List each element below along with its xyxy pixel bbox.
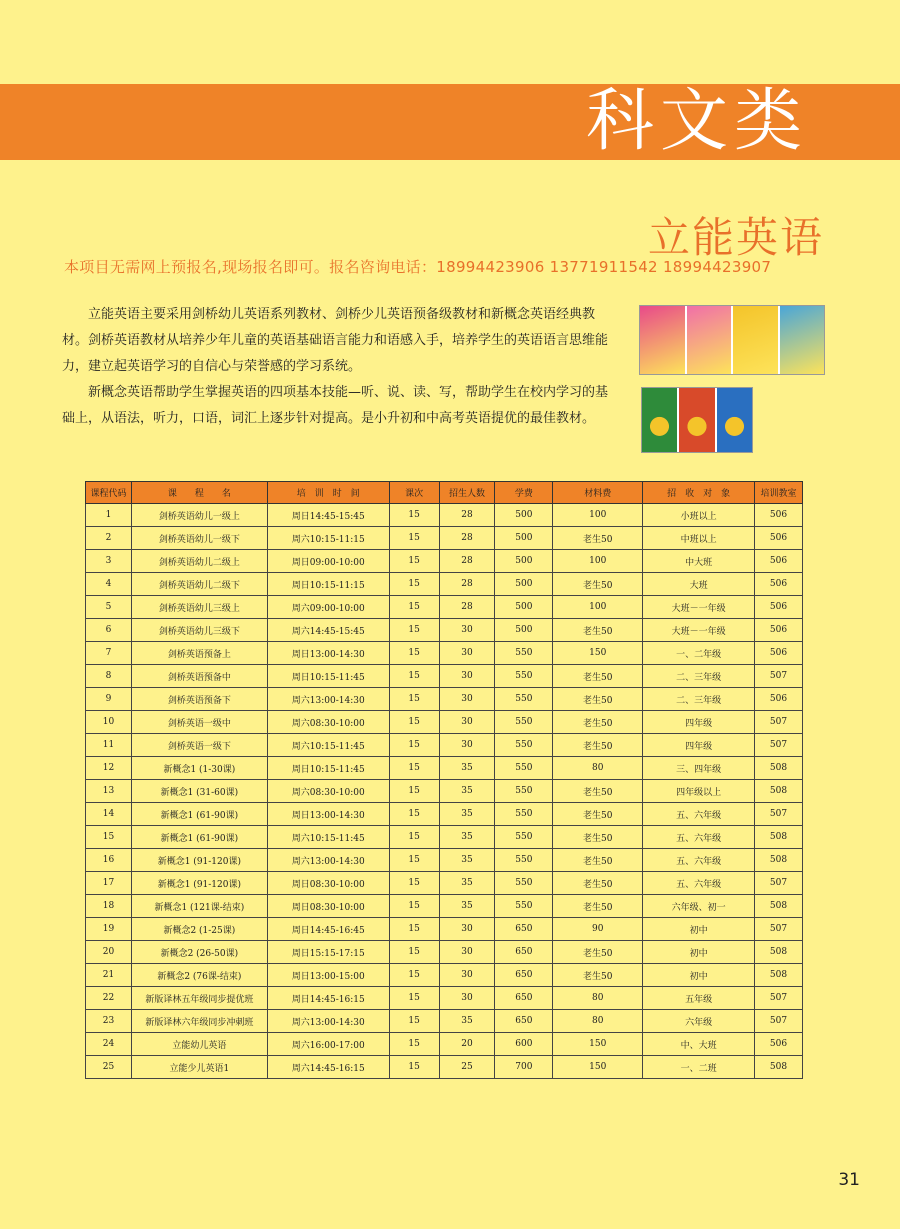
table-cell: 老生50	[553, 941, 643, 964]
table-cell: 700	[495, 1056, 553, 1079]
table-cell: 15	[389, 803, 439, 826]
table-cell: 一、二班	[643, 1056, 755, 1079]
table-cell: 30	[439, 642, 495, 665]
table-cell: 周日10:15-11:15	[267, 573, 389, 596]
table-cell: 10	[86, 711, 132, 734]
column-header: 培 训 时 间	[267, 482, 389, 504]
table-row	[86, 596, 803, 619]
table-cell: 3	[86, 550, 132, 573]
table-cell: 周六10:15-11:15	[267, 527, 389, 550]
table-cell: 35	[439, 895, 495, 918]
table-cell: 35	[439, 757, 495, 780]
table-cell: 15	[389, 987, 439, 1010]
table-cell: 剑桥英语幼儿二级上	[131, 550, 267, 573]
book-cover	[642, 388, 677, 452]
column-header: 课 程 名	[131, 482, 267, 504]
table-cell: 23	[86, 1010, 132, 1033]
table-cell: 650	[495, 987, 553, 1010]
table-cell: 90	[553, 918, 643, 941]
table-cell: 550	[495, 849, 553, 872]
table-cell: 550	[495, 872, 553, 895]
column-header: 课程代码	[86, 482, 132, 504]
table-cell: 15	[389, 849, 439, 872]
column-header: 培训教室	[755, 482, 803, 504]
table-cell: 中、大班	[643, 1033, 755, 1056]
table-cell: 507	[755, 987, 803, 1010]
table-cell: 15	[389, 757, 439, 780]
table-cell: 新概念2 (26-50课)	[131, 941, 267, 964]
book-cover	[640, 306, 685, 374]
cambridge-books-image	[639, 305, 825, 375]
table-cell: 506	[755, 619, 803, 642]
table-cell: 18	[86, 895, 132, 918]
table-cell: 剑桥英语幼儿二级下	[131, 573, 267, 596]
table-cell: 650	[495, 918, 553, 941]
table-cell: 150	[553, 1033, 643, 1056]
table-cell: 508	[755, 780, 803, 803]
table-row	[86, 918, 803, 941]
table-cell: 周六10:15-11:45	[267, 734, 389, 757]
table-cell: 506	[755, 573, 803, 596]
table-cell: 508	[755, 849, 803, 872]
table-cell: 老生50	[553, 826, 643, 849]
table-cell: 550	[495, 780, 553, 803]
table-cell: 507	[755, 872, 803, 895]
table-cell: 初中	[643, 964, 755, 987]
table-cell: 507	[755, 1010, 803, 1033]
table-cell: 15	[389, 665, 439, 688]
table-cell: 周日14:45-16:15	[267, 987, 389, 1010]
table-row	[86, 1010, 803, 1033]
table-cell: 新概念1 (91-120课)	[131, 849, 267, 872]
column-header: 招生人数	[439, 482, 495, 504]
table-cell: 小班以上	[643, 504, 755, 527]
table-cell: 15	[389, 642, 439, 665]
table-cell: 550	[495, 642, 553, 665]
table-cell: 老生50	[553, 711, 643, 734]
table-cell: 20	[439, 1033, 495, 1056]
column-header: 学费	[495, 482, 553, 504]
table-cell: 周日14:45-15:45	[267, 504, 389, 527]
table-cell: 100	[553, 550, 643, 573]
table-cell: 150	[553, 642, 643, 665]
table-cell: 剑桥英语幼儿一级上	[131, 504, 267, 527]
table-cell: 15	[389, 504, 439, 527]
table-cell: 老生50	[553, 780, 643, 803]
table-cell: 5	[86, 596, 132, 619]
table-cell: 新概念2 (76课-结束)	[131, 964, 267, 987]
table-cell: 30	[439, 987, 495, 1010]
table-cell: 507	[755, 711, 803, 734]
table-cell: 508	[755, 941, 803, 964]
table-cell: 周日08:30-10:00	[267, 895, 389, 918]
table-cell: 4	[86, 573, 132, 596]
table-cell: 30	[439, 941, 495, 964]
column-header: 招 收 对 象	[643, 482, 755, 504]
table-cell: 500	[495, 596, 553, 619]
table-cell: 新版译林六年级同步冲刺班	[131, 1010, 267, 1033]
table-cell: 周六10:15-11:45	[267, 826, 389, 849]
table-row	[86, 527, 803, 550]
table-header-row	[86, 482, 803, 504]
table-row	[86, 573, 803, 596]
table-cell: 周日10:15-11:45	[267, 757, 389, 780]
table-cell: 35	[439, 803, 495, 826]
table-cell: 老生50	[553, 849, 643, 872]
table-cell: 650	[495, 1010, 553, 1033]
table-cell: 15	[389, 573, 439, 596]
table-cell: 507	[755, 665, 803, 688]
table-cell: 550	[495, 826, 553, 849]
table-row	[86, 550, 803, 573]
table-cell: 80	[553, 1010, 643, 1033]
table-cell: 28	[439, 527, 495, 550]
table-cell: 500	[495, 504, 553, 527]
section-title: 立能英语	[647, 213, 824, 262]
table-cell: 100	[553, 504, 643, 527]
table-cell: 28	[439, 504, 495, 527]
table-row	[86, 826, 803, 849]
table-cell: 15	[389, 895, 439, 918]
table-cell: 老生50	[553, 734, 643, 757]
table-cell: 老生50	[553, 527, 643, 550]
table-cell: 新概念1 (61-90课)	[131, 803, 267, 826]
table-cell: 12	[86, 757, 132, 780]
table-cell: 35	[439, 1010, 495, 1033]
table-cell: 506	[755, 688, 803, 711]
table-cell: 新概念1 (91-120课)	[131, 872, 267, 895]
intro-paragraph: 新概念英语帮助学生掌握英语的四项基本技能—听、说、读、写，帮助学生在校内学习的基础上，从语法，听力，口语，词汇上逐步针对提高。是小升初和中高考英语提优的最佳教材。	[62, 385, 609, 426]
table-cell: 新概念1 (1-30课)	[131, 757, 267, 780]
table-cell: 四年级	[643, 734, 755, 757]
table-cell: 9	[86, 688, 132, 711]
table-cell: 20	[86, 941, 132, 964]
table-cell: 22	[86, 987, 132, 1010]
table-cell: 周日13:00-14:30	[267, 642, 389, 665]
table-cell: 剑桥英语幼儿三级下	[131, 619, 267, 642]
table-cell: 15	[389, 711, 439, 734]
table-cell: 周日15:15-17:15	[267, 941, 389, 964]
table-cell: 中班以上	[643, 527, 755, 550]
table-cell: 新概念1 (121课-结束)	[131, 895, 267, 918]
table-cell: 506	[755, 550, 803, 573]
table-cell: 506	[755, 1033, 803, 1056]
table-cell: 15	[389, 550, 439, 573]
table-cell: 大班－一年级	[643, 596, 755, 619]
table-cell: 15	[389, 964, 439, 987]
table-cell: 16	[86, 849, 132, 872]
table-cell: 15	[389, 1056, 439, 1079]
table-cell: 新版译林五年级同步提优班	[131, 987, 267, 1010]
table-cell: 80	[553, 987, 643, 1010]
table-cell: 19	[86, 918, 132, 941]
table-cell: 508	[755, 1056, 803, 1079]
table-cell: 500	[495, 619, 553, 642]
table-cell: 老生50	[553, 895, 643, 918]
table-row	[86, 688, 803, 711]
table-cell: 30	[439, 619, 495, 642]
table-cell: 15	[389, 1033, 439, 1056]
table-cell: 新概念2 (1-25课)	[131, 918, 267, 941]
column-header: 课次	[389, 482, 439, 504]
book-cover	[717, 388, 752, 452]
table-cell: 30	[439, 711, 495, 734]
table-cell: 周日13:00-14:30	[267, 803, 389, 826]
table-cell: 28	[439, 596, 495, 619]
table-cell: 中大班	[643, 550, 755, 573]
table-cell: 周六14:45-16:15	[267, 1056, 389, 1079]
table-cell: 三、四年级	[643, 757, 755, 780]
table-cell: 老生50	[553, 964, 643, 987]
table-cell: 15	[389, 527, 439, 550]
table-cell: 大班	[643, 573, 755, 596]
book-cover	[780, 306, 825, 374]
table-cell: 周日08:30-10:00	[267, 872, 389, 895]
registration-notice: 本项目无需网上预报名,现场报名即可。报名咨询电话：18994423906 13771911542 18994423907	[64, 258, 772, 276]
table-cell: 15	[389, 619, 439, 642]
table-cell: 四年级以上	[643, 780, 755, 803]
table-cell: 15	[389, 596, 439, 619]
table-cell: 507	[755, 803, 803, 826]
table-cell: 506	[755, 596, 803, 619]
table-cell: 550	[495, 734, 553, 757]
table-row	[86, 665, 803, 688]
table-body	[86, 504, 803, 1079]
table-cell: 周六16:00-17:00	[267, 1033, 389, 1056]
table-cell: 周六08:30-10:00	[267, 780, 389, 803]
table-cell: 15	[389, 941, 439, 964]
table-cell: 立能少儿英语1	[131, 1056, 267, 1079]
table-cell: 500	[495, 527, 553, 550]
category-title: 科文类	[585, 82, 808, 161]
table-cell: 100	[553, 596, 643, 619]
table-cell: 508	[755, 895, 803, 918]
table-cell: 507	[755, 918, 803, 941]
table-cell: 650	[495, 964, 553, 987]
table-cell: 周日09:00-10:00	[267, 550, 389, 573]
table-cell: 13	[86, 780, 132, 803]
table-cell: 四年级	[643, 711, 755, 734]
table-cell: 剑桥英语一级中	[131, 711, 267, 734]
table-cell: 五年级	[643, 987, 755, 1010]
table-cell: 550	[495, 757, 553, 780]
table-cell: 550	[495, 665, 553, 688]
table-cell: 506	[755, 642, 803, 665]
table-cell: 周六14:45-15:45	[267, 619, 389, 642]
table-cell: 30	[439, 688, 495, 711]
table-cell: 650	[495, 941, 553, 964]
table-row	[86, 872, 803, 895]
table-cell: 六年级、初一	[643, 895, 755, 918]
table-cell: 周六09:00-10:00	[267, 596, 389, 619]
table-cell: 六年级	[643, 1010, 755, 1033]
table-cell: 15	[389, 826, 439, 849]
table-cell: 五、六年级	[643, 872, 755, 895]
table-cell: 初中	[643, 941, 755, 964]
table-cell: 1	[86, 504, 132, 527]
book-cover	[733, 306, 778, 374]
table-cell: 25	[439, 1056, 495, 1079]
table-cell: 一、二年级	[643, 642, 755, 665]
table-row	[86, 504, 803, 527]
table-cell: 550	[495, 895, 553, 918]
new-concept-books-image	[641, 387, 753, 453]
table-row	[86, 987, 803, 1010]
table-cell: 周六13:00-14:30	[267, 849, 389, 872]
table-cell: 15	[389, 1010, 439, 1033]
table-row	[86, 619, 803, 642]
table-cell: 600	[495, 1033, 553, 1056]
table-cell: 7	[86, 642, 132, 665]
intro-paragraph: 立能英语主要采用剑桥幼儿英语系列教材、剑桥少儿英语预备级教材和新概念英语经典教材。剑桥英语教材从培养少年儿童的英语基础语言能力和语感入手，培养学生的英语语言思维能力，建立起英语学习的自信心与荣誉感的学习系统。	[62, 307, 609, 374]
table-cell: 二、三年级	[643, 688, 755, 711]
table-cell: 五、六年级	[643, 826, 755, 849]
table-cell: 15	[389, 688, 439, 711]
page-number: 31	[838, 1170, 860, 1190]
table-cell: 周六13:00-14:30	[267, 1010, 389, 1033]
table-cell: 80	[553, 757, 643, 780]
table-cell: 35	[439, 872, 495, 895]
table-cell: 28	[439, 573, 495, 596]
table-cell: 2	[86, 527, 132, 550]
category-banner	[0, 84, 900, 160]
table-cell: 五、六年级	[643, 803, 755, 826]
table-cell: 30	[439, 964, 495, 987]
table-cell: 500	[495, 573, 553, 596]
table-cell: 15	[389, 918, 439, 941]
table-cell: 508	[755, 826, 803, 849]
table-row	[86, 1033, 803, 1056]
column-header: 材料费	[553, 482, 643, 504]
table-row	[86, 734, 803, 757]
table-cell: 30	[439, 918, 495, 941]
table-cell: 周六13:00-14:30	[267, 688, 389, 711]
table-cell: 新概念1 (31-60课)	[131, 780, 267, 803]
table-cell: 大班－一年级	[643, 619, 755, 642]
table-cell: 6	[86, 619, 132, 642]
course-table	[85, 481, 803, 1079]
table-cell: 508	[755, 757, 803, 780]
book-cover	[679, 388, 714, 452]
table-cell: 506	[755, 504, 803, 527]
table-cell: 506	[755, 527, 803, 550]
table-cell: 28	[439, 550, 495, 573]
table-cell: 11	[86, 734, 132, 757]
table-cell: 剑桥英语幼儿一级下	[131, 527, 267, 550]
table-cell: 老生50	[553, 688, 643, 711]
table-row	[86, 780, 803, 803]
table-cell: 老生50	[553, 573, 643, 596]
table-row	[86, 1056, 803, 1079]
table-cell: 150	[553, 1056, 643, 1079]
table-cell: 15	[389, 780, 439, 803]
table-cell: 剑桥英语预备中	[131, 665, 267, 688]
table-cell: 508	[755, 964, 803, 987]
table-cell: 500	[495, 550, 553, 573]
table-cell: 15	[389, 872, 439, 895]
intro-text	[62, 302, 618, 432]
table-cell: 周六08:30-10:00	[267, 711, 389, 734]
table-cell: 老生50	[553, 665, 643, 688]
table-cell: 剑桥英语预备下	[131, 688, 267, 711]
table-row	[86, 964, 803, 987]
table-cell: 30	[439, 665, 495, 688]
table-cell: 35	[439, 780, 495, 803]
table-cell: 15	[389, 734, 439, 757]
table-cell: 24	[86, 1033, 132, 1056]
table-cell: 550	[495, 803, 553, 826]
table-cell: 35	[439, 849, 495, 872]
table-cell: 21	[86, 964, 132, 987]
table-cell: 30	[439, 734, 495, 757]
table-cell: 立能幼儿英语	[131, 1033, 267, 1056]
table-cell: 初中	[643, 918, 755, 941]
table-row	[86, 711, 803, 734]
table-cell: 507	[755, 734, 803, 757]
table-row	[86, 757, 803, 780]
table-row	[86, 642, 803, 665]
table-cell: 周日10:15-11:45	[267, 665, 389, 688]
table-row	[86, 849, 803, 872]
table-cell: 14	[86, 803, 132, 826]
table-cell: 35	[439, 826, 495, 849]
table-cell: 25	[86, 1056, 132, 1079]
table-row	[86, 803, 803, 826]
table-cell: 二、三年级	[643, 665, 755, 688]
table-cell: 老生50	[553, 872, 643, 895]
table-cell: 五、六年级	[643, 849, 755, 872]
book-cover	[687, 306, 732, 374]
table-cell: 550	[495, 688, 553, 711]
table-cell: 550	[495, 711, 553, 734]
table-row	[86, 941, 803, 964]
table-cell: 新概念1 (61-90课)	[131, 826, 267, 849]
table-cell: 周日13:00-15:00	[267, 964, 389, 987]
table-cell: 15	[86, 826, 132, 849]
table-cell: 8	[86, 665, 132, 688]
table-cell: 老生50	[553, 803, 643, 826]
table-cell: 剑桥英语预备上	[131, 642, 267, 665]
table-cell: 周日14:45-16:45	[267, 918, 389, 941]
table-cell: 老生50	[553, 619, 643, 642]
table-cell: 17	[86, 872, 132, 895]
table-cell: 剑桥英语一级下	[131, 734, 267, 757]
table-cell: 剑桥英语幼儿三级上	[131, 596, 267, 619]
table-row	[86, 895, 803, 918]
